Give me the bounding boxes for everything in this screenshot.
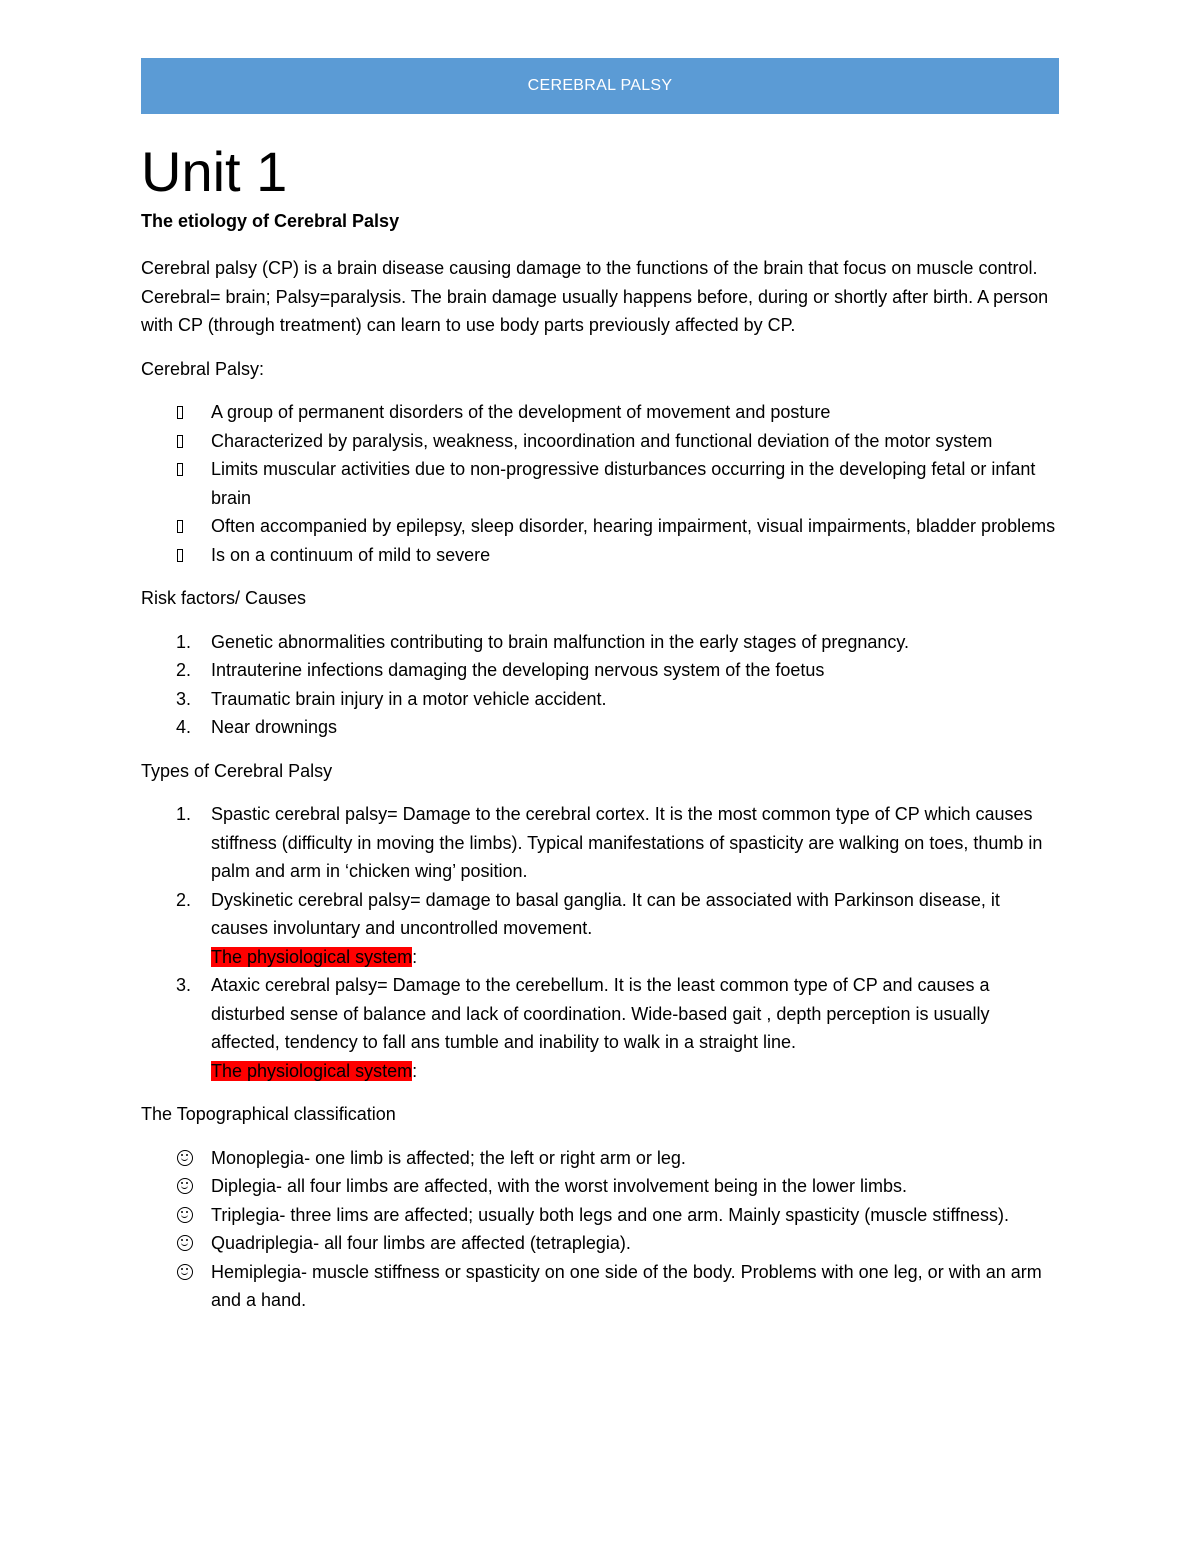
list-item: Is on a continuum of mild to severe [141, 541, 1059, 570]
bullet-box-icon [177, 463, 183, 476]
section-subtitle: The etiology of Cerebral Palsy [141, 211, 400, 231]
smiley-icon [177, 1235, 193, 1251]
smiley-icon [177, 1264, 193, 1280]
types-numbered-list [141, 800, 1059, 1085]
list-item: 3. Traumatic brain injury in a motor vehicle accident. [176, 688, 607, 709]
highlighted-text: The physiological system [211, 946, 413, 967]
list-item: Often accompanied by epilepsy, sleep disorder, hearing impairment, visual impairments, bladder problems [141, 512, 1059, 541]
list-item: Characterized by paralysis, weakness, incoordination and functional deviation of the motor system [141, 427, 1059, 456]
list-item: Hemiplegia- muscle stiffness or spasticity on one side of the body. Problems with one leg, or with an arm and a hand. [141, 1258, 1059, 1315]
physiological-system-line: The physiological system: [211, 1060, 418, 1081]
header-title: CEREBRAL PALSY [527, 77, 673, 94]
smiley-icon [177, 1207, 193, 1223]
list-item: 1. Genetic abnormalities contributing to brain malfunction in the early stages of pregnancy. [176, 631, 910, 652]
bullet-box-icon [177, 435, 183, 448]
list-item: 1. Spastic cerebral palsy= Damage to the cerebral cortex. It is the most common type of CP which causes stiffness (difficulty in moving the limbs). Typical manifestations of spasticity are walking on toes, thumb in palm and arm in ‘chicken wing’ position. [176, 804, 1043, 881]
bullet-box-icon [177, 520, 183, 533]
cp-section-label: Cerebral Palsy: [141, 358, 265, 379]
highlighted-text: The physiological system [211, 1060, 413, 1081]
types-section-label: Types of Cerebral Palsy [141, 760, 333, 781]
risk-section-label: Risk factors/ Causes [141, 588, 307, 608]
bullet-box-icon [177, 406, 183, 419]
unit-title: Unit 1 [141, 140, 288, 203]
topo-section-label: The Topographical classification [141, 1104, 396, 1124]
list-item: Monoplegia- one limb is affected; the left or right arm or leg. [141, 1144, 1059, 1173]
smiley-icon [177, 1178, 193, 1194]
physiological-system-line: The physiological system: [211, 946, 418, 967]
list-item: Limits muscular activities due to non-progressive disturbances occurring in the developing fetal or infant brain [141, 455, 1059, 512]
list-item: Diplegia- all four limbs are affected, with the worst involvement being in the lower limbs. [141, 1172, 1059, 1201]
list-item: Quadriplegia- all four limbs are affected (tetraplegia). [141, 1229, 1059, 1258]
list-item: A group of permanent disorders of the development of movement and posture [141, 398, 1059, 427]
list-item: Triplegia- three lims are affected; usually both legs and one arm. Mainly spasticity (muscle stiffness). [141, 1201, 1059, 1230]
intro-paragraph: Cerebral palsy (CP) is a brain disease causing damage to the functions of the brain that focus on muscle control. Cerebral= brain; Palsy=paralysis. The brain damage usually happens before, during or shortly after birth. A person with CP (through treatment) can learn to use body parts previously affected by CP. [141, 258, 1049, 335]
bullet-box-icon [177, 549, 183, 562]
list-item: 3. Ataxic cerebral palsy= Damage to the cerebellum. It is the least common type of CP and causes a disturbed sense of balance and lack of coordination. Wide-based gait , depth perception is usually affected, tendency to fall ans tumble and inability to walk in a straight line. The physiological system: [141, 971, 1059, 1085]
risk-numbered-list [141, 628, 1059, 742]
document-body [141, 140, 1059, 1330]
cp-bullet-list [141, 398, 1059, 569]
list-item: 2. Dyskinetic cerebral palsy= damage to basal ganglia. It can be associated with Parkinson disease, it causes involuntary and uncontrolled movement. The physiological system: [141, 886, 1059, 972]
topo-bullet-list [141, 1144, 1059, 1315]
list-item: 2. Intrauterine infections damaging the developing nervous system of the foetus [176, 660, 825, 680]
page-header-band [141, 58, 1059, 114]
list-item: 4. Near drownings [176, 717, 338, 737]
smiley-icon [177, 1150, 193, 1166]
